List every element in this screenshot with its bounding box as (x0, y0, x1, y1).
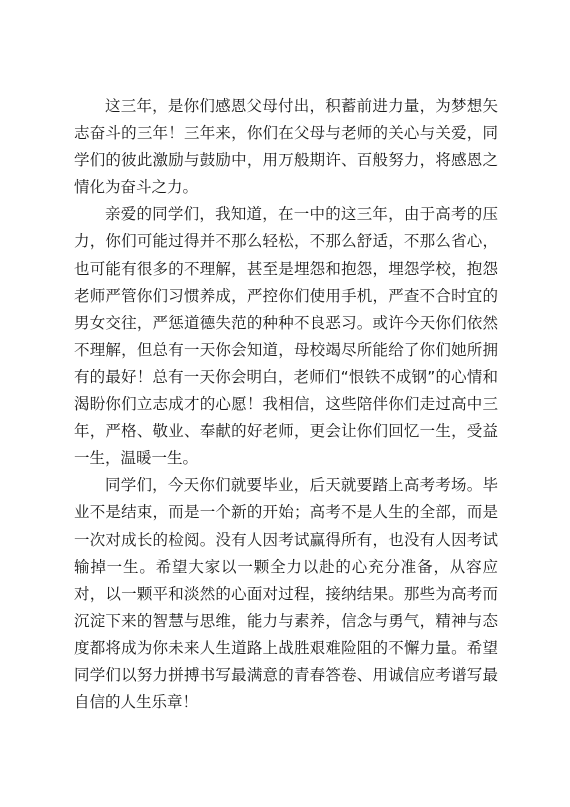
paragraph-graduation: 同学们，今天你们就要毕业，后天就要踏上高考考场。毕业不是结束，而是一个新的开始；高考不是人生的全部，而是一次对成长的检阅。没有人因考试赢得所有，也没有人因考试输掉一生。希望大家以一颗全力以赴的心充分准备，从容应对，以一颗平和淡然的心面对过程，接纳结果。那些为高考而沉淀下来的智慧与思维，能力与素养，信念与勇气，精神与态度都将成为你未来人生道路上战胜艰难险阻的不懈力量。希望同学们以努力拼搏书写最满意的青春答卷、用诚信应考谱写最自信的人生乐章！ (74, 476, 498, 712)
paragraph-understanding: 亲爱的同学们，我知道，在一中的这三年，由于高考的压力，你们可能过得并不那么轻松，不那么舒适，不那么省心，也可能有很多的不理解，甚至是埋怨和抱怨，埋怨学校，抱怨老师严管你们习惯养成，严控你们使用手机，严查不合时宜的男女交往，严惩道德失范的种种不良恶习。或许今天你们依然不理解，但总有一天你会知道，母校竭尽所能给了你们她所拥有的最好！总有一天你会明白，老师们“恨铁不成钢”的心情和渴盼你们立志成才的心愿！我相信，这些陪伴你们走过高中三年，严格、敬业、奉献的好老师，更会让你们回忆一生，受益一生，温暖一生。 (74, 205, 498, 468)
paragraph-gratitude: 这三年，是你们感恩父母付出，积蓄前进力量，为梦想矢志奋斗的三年！三年来，你们在父母与老师的关心与关爱，同学们的彼此激励与鼓励中，用万般期许、百般努力，将感恩之情化为奋斗之力。 (74, 97, 498, 197)
document-body (74, 93, 498, 716)
